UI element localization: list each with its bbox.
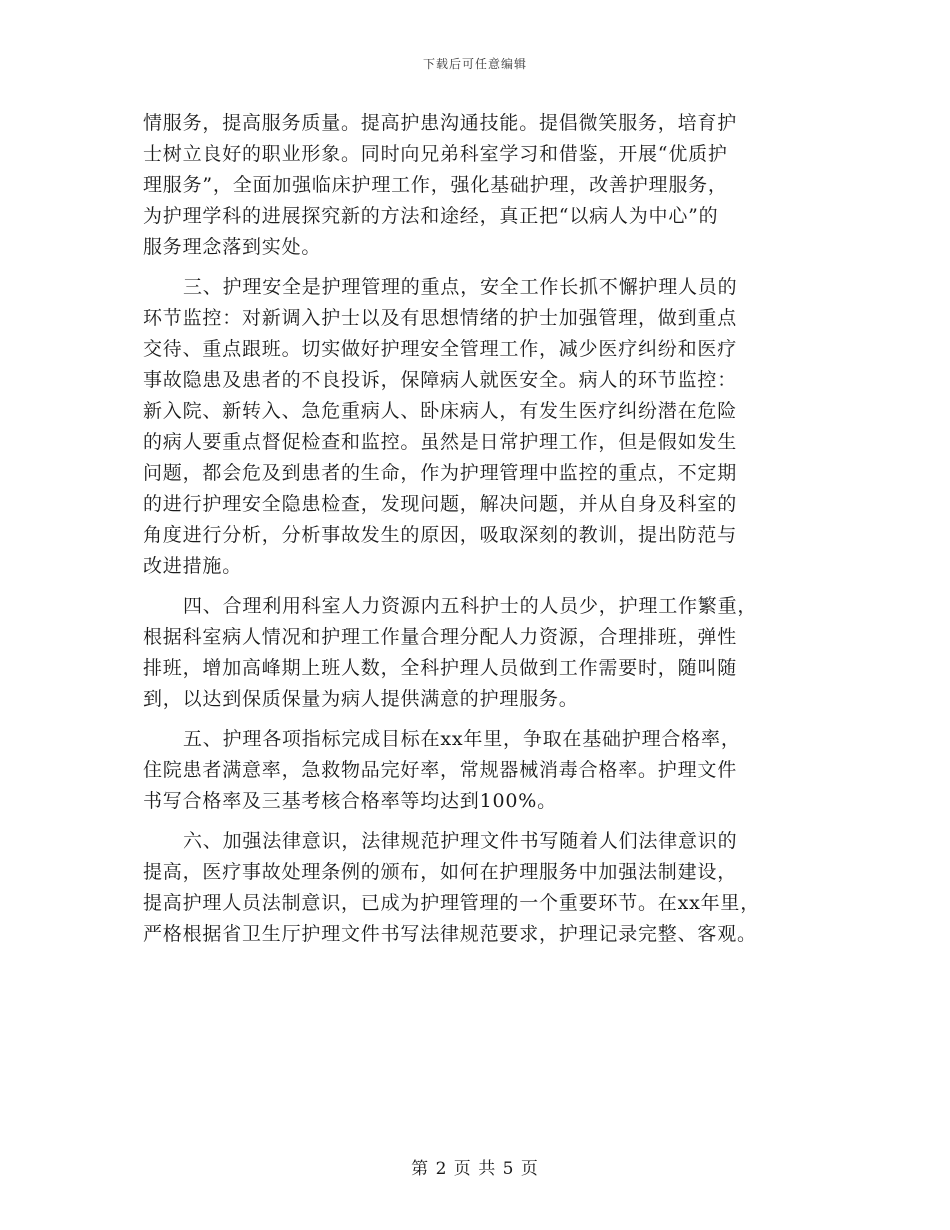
text-line: 四、合理利用科室人力资源内五科护士的人员少，护理工作繁重，	[183, 595, 758, 617]
text-line: 新入院、新转入、急危重病人、卧床病人，有发生医疗纠纷潜在危险	[143, 400, 738, 422]
paragraph-gap	[143, 582, 803, 591]
text-line: 提高护理人员法制意识，已成为护理管理的一个重要环节。在xx年里，	[143, 892, 761, 914]
paragraph-gap	[143, 263, 803, 272]
page-number: 第 2 页 共 5 页	[411, 1159, 539, 1179]
text-line: 为护理学科的进展探究新的方法和途经，真正把“以病人为中心”的	[143, 205, 719, 227]
text-line: 问题，都会危及到患者的生命，作为护理管理中监控的重点，不定期	[143, 462, 738, 484]
text-line: 的病人要重点督促检查和监控。虽然是日常护理工作，但是假如发生	[143, 431, 738, 453]
text-line: 五、护理各项指标完成目标在xx年里，争取在基础护理合格率，	[183, 728, 741, 750]
paragraph-section-6	[143, 826, 803, 950]
paragraph-section-4	[143, 591, 803, 715]
document-body	[143, 108, 803, 950]
text-line: 交待、重点跟班。切实做好护理安全管理工作，减少医疗纠纷和医疗	[143, 338, 738, 360]
text-line: 改进措施。	[143, 555, 243, 577]
text-line: 士树立良好的职业形象。同时向兄弟科室学习和借鉴，开展“优质护	[143, 143, 728, 165]
paragraph-continuation	[143, 108, 803, 263]
text-line: 书写合格率及三基考核合格率等均达到100%。	[143, 790, 557, 812]
paragraph-section-3	[143, 272, 803, 582]
text-line: 到，以达到保质保量为病人提供满意的护理服务。	[143, 688, 579, 710]
text-line: 事故隐患及患者的不良投诉，保障病人就医安全。病人的环节监控：	[143, 369, 738, 391]
text-line: 根据科室病人情况和护理工作量合理分配人力资源，合理排班，弹性	[143, 626, 738, 648]
paragraph-gap	[143, 817, 803, 826]
text-line: 情服务，提高服务质量。提高护患沟通技能。提倡微笑服务，培育护	[143, 112, 738, 134]
paragraph-gap	[143, 715, 803, 724]
text-line: 的进行护理安全隐患检查，发现问题，解决问题，并从自身及科室的	[143, 493, 738, 515]
text-line: 角度进行分析，分析事故发生的原因，吸取深刻的教训，提出防范与	[143, 524, 738, 546]
text-line: 严格根据省卫生厅护理文件书写法律规范要求，护理记录完整、客观。	[143, 923, 757, 945]
text-line: 排班，增加高峰期上班人数，全科护理人员做到工作需要时，随叫随	[143, 657, 738, 679]
page-header: 下载后可任意编辑	[422, 57, 527, 71]
paragraph-section-5	[143, 724, 803, 817]
text-line: 住院患者满意率，急救物品完好率，常规器械消毒合格率。护理文件	[143, 759, 738, 781]
text-line: 提高，医疗事故处理条例的颁布，如何在护理服务中加强法制建设，	[143, 861, 738, 883]
text-line: 六、加强法律意识，法律规范护理文件书写随着人们法律意识的	[183, 830, 738, 852]
text-line: 三、护理安全是护理管理的重点，安全工作长抓不懈护理人员的	[183, 276, 738, 298]
text-line: 理服务”，全面加强临床护理工作，强化基础护理，改善护理服务，	[143, 174, 728, 196]
text-line: 环节监控：对新调入护士以及有思想情绪的护士加强管理，做到重点	[143, 307, 738, 329]
text-line: 服务理念落到实处。	[143, 236, 322, 258]
